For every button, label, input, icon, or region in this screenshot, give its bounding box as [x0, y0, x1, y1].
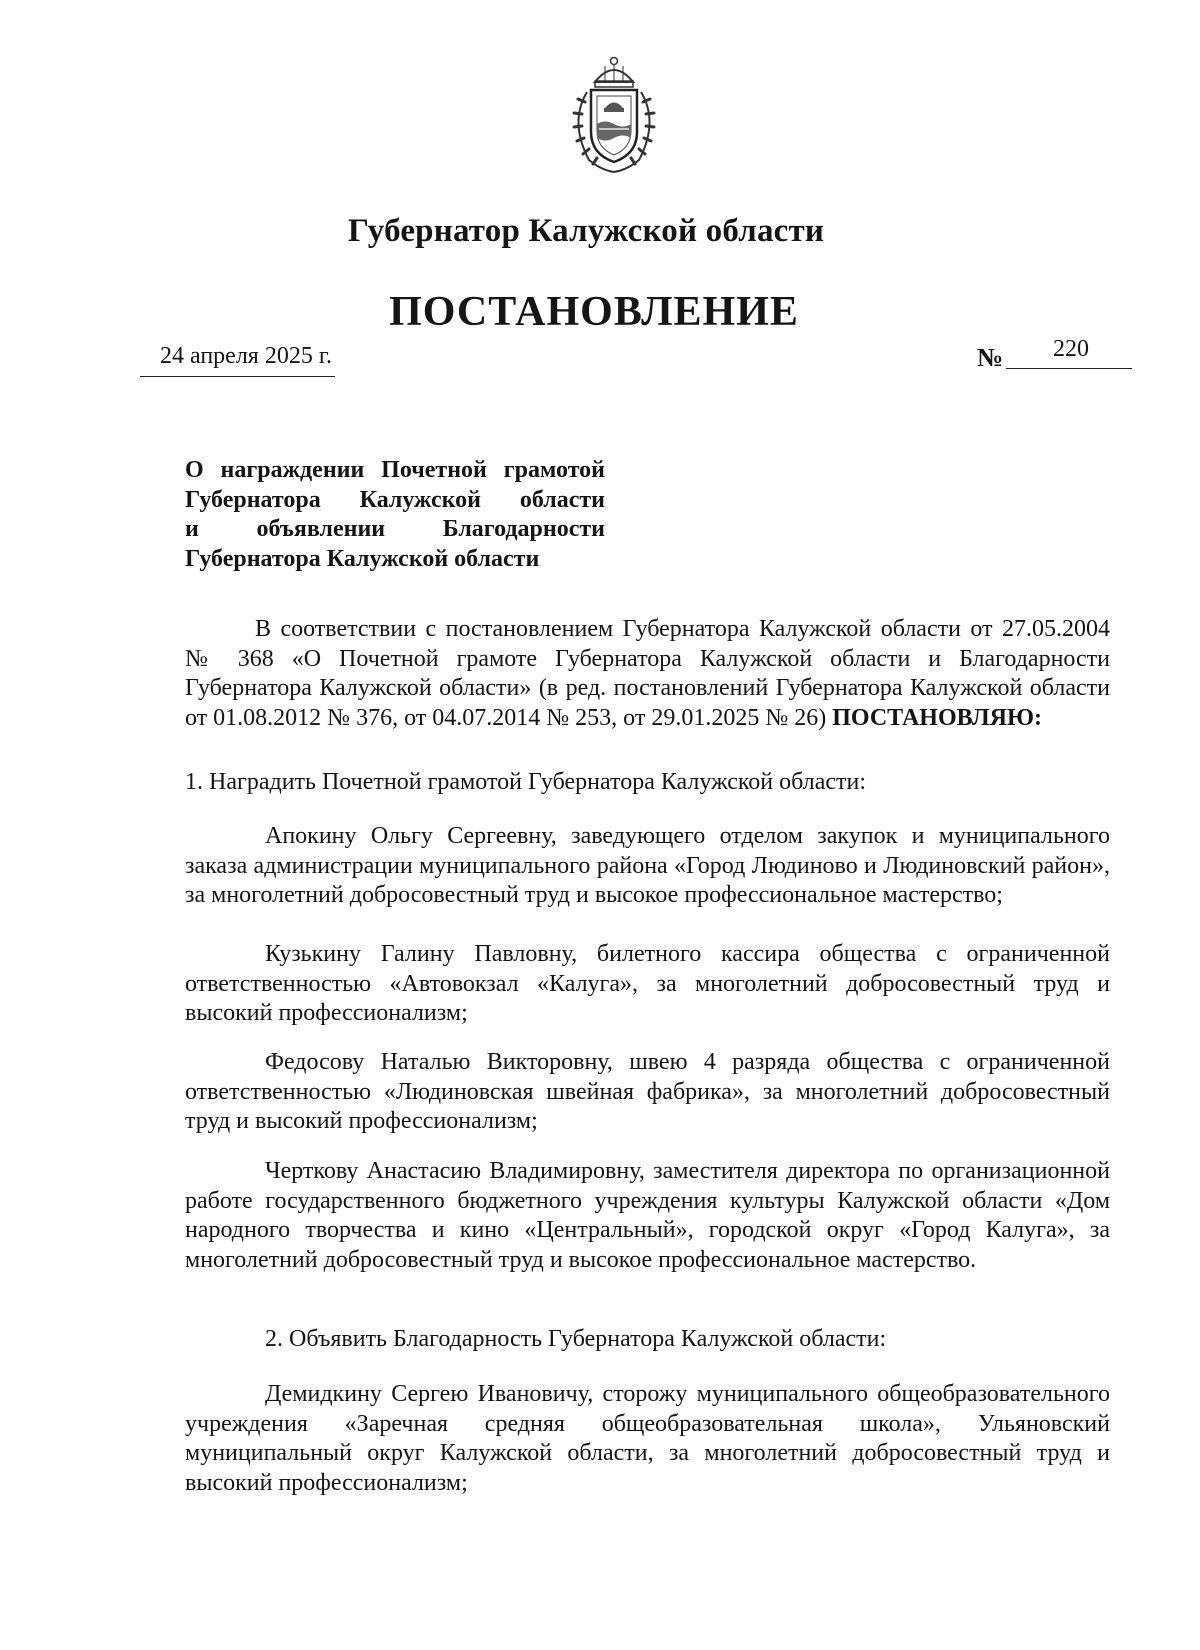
- number-underline: [1006, 368, 1132, 369]
- subject-line: О награждении Почетной грамотой: [185, 457, 605, 483]
- item-1-heading: 1. Наградить Почетной грамотой Губернатора Калужской области:: [185, 769, 867, 795]
- subject-line: и объявлении Благодарности: [185, 516, 605, 542]
- item-1-entry: Федосову Наталью Викторовну, швею 4 разряда общества с ограниченной ответственностью «Людиновская швейная фабрика», за многолетний добросовестный труд и высокий профессионализм;: [185, 1049, 1110, 1134]
- item-2-heading: 2. Объявить Благодарность Губернатора Калужской области:: [265, 1326, 887, 1352]
- subject-line: Губернатора Калужской области: [185, 545, 540, 572]
- preamble-paragraph: [185, 615, 1110, 733]
- preamble: [185, 615, 1110, 733]
- item-1-entry: Кузькину Галину Павловну, билетного кассира общества с ограниченной ответственностью «Автовокзал «Калуга», за многолетний добросовестный труд и высокий профессионализм;: [185, 941, 1110, 1026]
- coat-of-arms-icon: [555, 52, 673, 178]
- document-type-title: ПОСТАНОВЛЕНИЕ: [389, 289, 799, 335]
- date-underline: [140, 376, 335, 377]
- number-sign: №: [977, 343, 1004, 372]
- item-2-entry: Демидкину Сергею Ивановичу, сторожу муниципального общеобразовательного учреждения «Заречная средняя общеобразовательная школа», Ульяновский муниципальный округ Калужской области, за многолетний добросовестный труд и высокий профессионализм;: [185, 1381, 1110, 1496]
- document-date: 24 апреля 2025 г.: [160, 343, 332, 369]
- document-number: 220: [1053, 336, 1089, 362]
- document-subject: [185, 456, 605, 574]
- resolve-word: ПОСТАНОВЛЯЮ:: [832, 704, 1042, 731]
- item-1-entry: Апокину Ольгу Сергеевну, заведующего отделом закупок и муниципального заказа администрации муниципального района «Город Людиново и Людиновский район», за многолетний добросовестный труд и высокое профессиональное мастерство;: [185, 823, 1110, 908]
- item-1-entry: Черткову Анастасию Владимировну, заместителя директора по организационной работе государственного бюджетного учреждения культуры Калужской области «Дом народного творчества и кино «Центральный», городской округ «Город Калуга», за многолетний добросовестный труд и высокое профессиональное мастерство.: [185, 1158, 1110, 1273]
- subject-line: Губернатора Калужской области: [185, 486, 605, 513]
- preamble-text: В соответствии с постановлением Губернатора Калужской области от 27.05.2004 № 368 «О Почетной грамоте Губернатора Калужской области и Благодарности Губернатора Калужской области» (в ред. постановлений Губернатора Калужской области от 01.08.2012 № 376, от 04.07.2014 № 253, от 29.01.2025 № 26): [185, 616, 1110, 731]
- organization-title: Губернатор Калужской области: [347, 213, 825, 249]
